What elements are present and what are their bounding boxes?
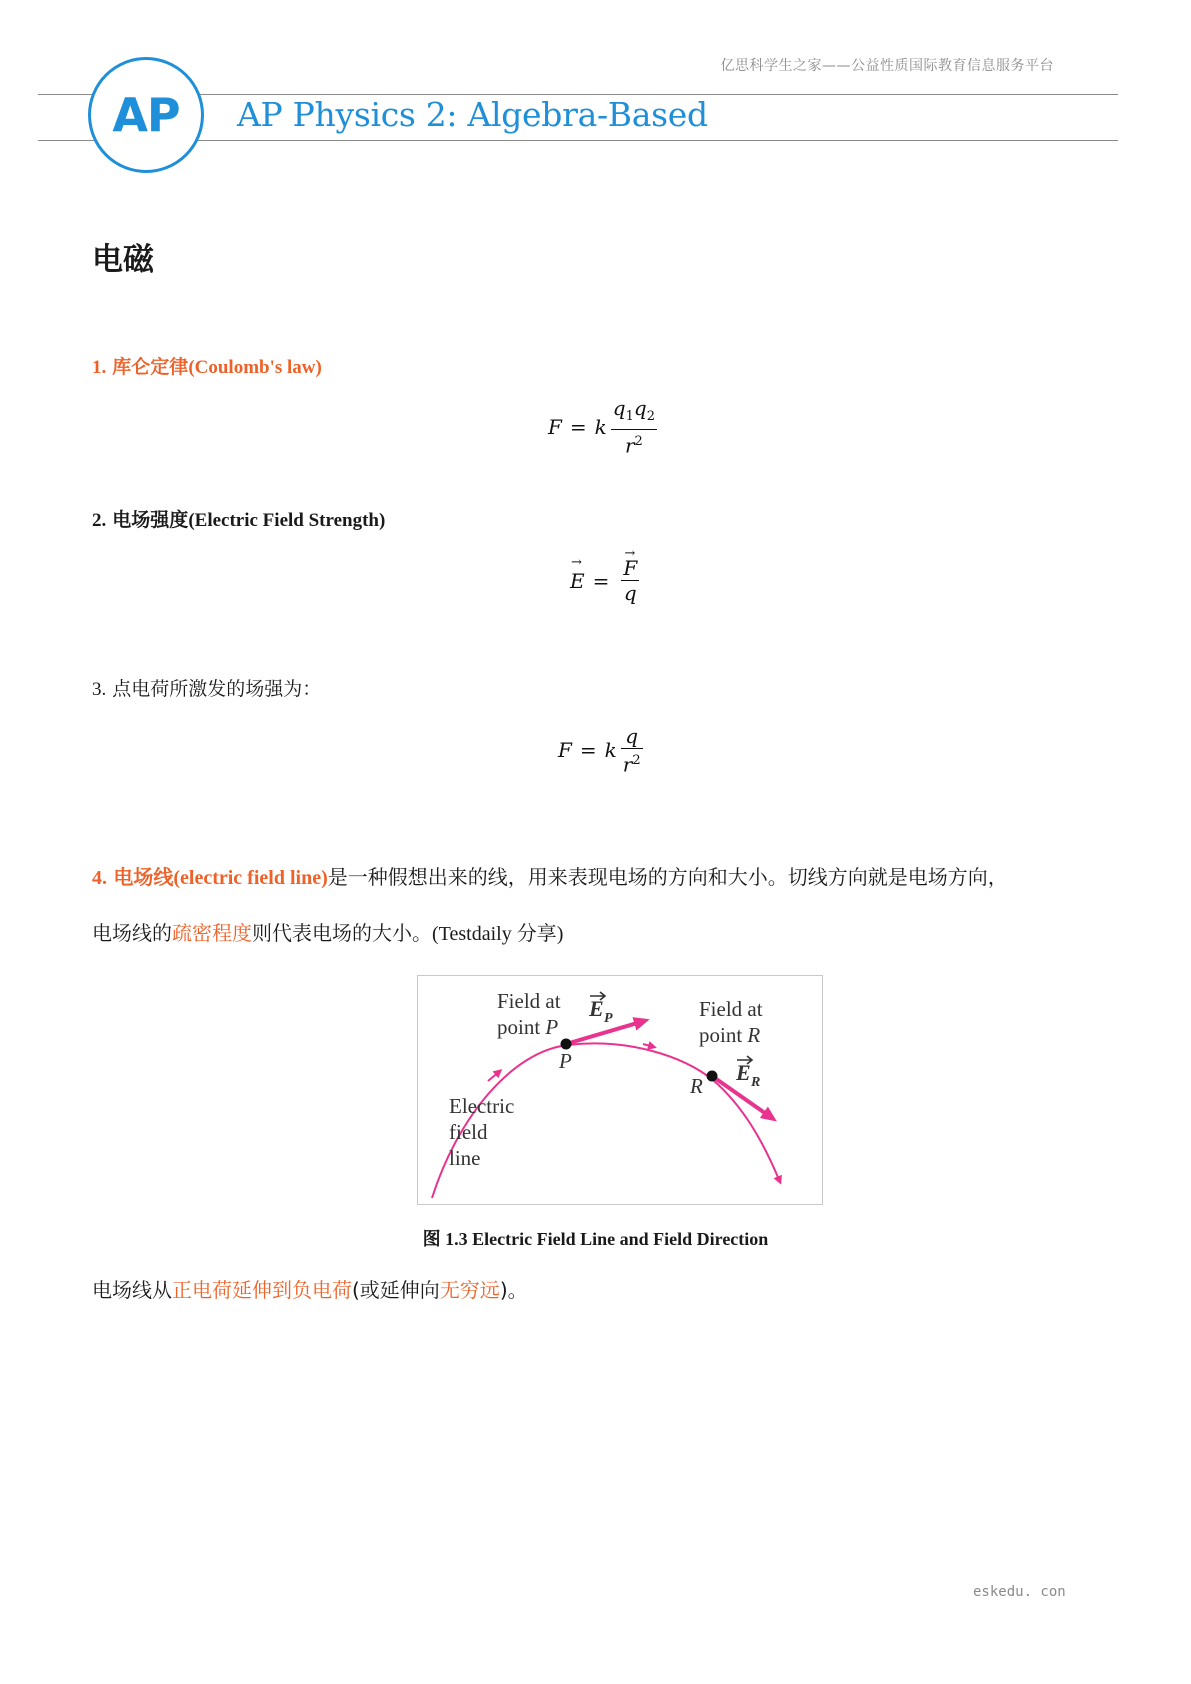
ap-logo <box>88 57 204 173</box>
electric-field-strength-heading <box>92 505 385 532</box>
vector-ep-subscript: P <box>604 1011 613 1026</box>
field-line-diagram <box>418 976 822 1204</box>
source-note: (Testdaily <box>432 923 517 945</box>
label-p-line2: point P <box>497 1015 559 1039</box>
direction-arrow-icon <box>643 1044 654 1047</box>
formula-coefficient: k <box>604 738 617 763</box>
header-rule-bottom <box>38 140 1118 141</box>
item-number: 4. <box>92 867 107 889</box>
coulomb-law-heading <box>92 352 322 379</box>
source-note-end: ) <box>556 923 564 945</box>
field-label: field <box>449 1120 488 1144</box>
equals-sign: = <box>569 414 587 439</box>
vector-er-label: E <box>736 1060 751 1085</box>
paragraph-text: 电场线从 <box>92 1278 172 1302</box>
coulomb-formula <box>548 396 657 458</box>
highlight-density: 疏密程度 <box>172 921 252 945</box>
label-p-line1: Field at <box>497 989 561 1013</box>
highlight-positive-to-negative: 正电荷延伸到负电荷 <box>172 1278 352 1302</box>
point-r-label: R <box>690 1074 703 1098</box>
equals-sign: = <box>592 568 610 593</box>
numerator: → F <box>621 556 639 580</box>
item-title-zh: 库仑定律 <box>112 356 189 378</box>
caption-zh: 图 <box>422 1229 441 1250</box>
item-title-en: (electric field line) <box>173 867 328 889</box>
field-strength-formula <box>570 556 639 605</box>
caption-en: 1.3 Electric Field Line and Field Direction <box>440 1229 769 1249</box>
item-title-zh: 电场强度 <box>112 509 189 531</box>
item-number: 2. <box>92 510 107 531</box>
point-r <box>707 1071 718 1082</box>
ap-logo-text: AP <box>112 88 180 142</box>
site-title: 亿思科学生之家——公益性质国际教育信息服务平台 <box>720 58 1054 74</box>
label-r-line2: point R <box>699 1023 761 1047</box>
item-title-en: (Coulomb's law) <box>188 357 322 378</box>
field-line-paragraph-2 <box>92 918 563 949</box>
denominator: q <box>623 581 637 605</box>
line-label: line <box>449 1146 481 1170</box>
item-title-zh: 点电荷所激发的场强为： <box>112 678 322 700</box>
section-title: 电磁 <box>92 242 154 278</box>
highlight-infinity: 无穷远 <box>439 1278 500 1302</box>
vector-ep-label: E <box>589 996 604 1021</box>
conclusion-paragraph <box>92 1275 528 1305</box>
field-line-figure <box>417 975 823 1205</box>
item-title-zh: 电场线 <box>113 865 174 889</box>
field-line-paragraph-1 <box>92 862 1008 893</box>
paragraph-text: (或延伸向 <box>352 1278 440 1302</box>
point-p <box>561 1039 572 1050</box>
footer-url: eskedu. con <box>973 1584 1066 1600</box>
source-note-zh: 分享 <box>516 921 557 945</box>
formula-lhs: → E <box>570 569 585 593</box>
item-number: 1. <box>92 357 107 378</box>
paragraph-text: 电场线的 <box>92 921 172 945</box>
paragraph-text: 则代表电场的大小。 <box>252 921 432 945</box>
equals-sign: = <box>579 738 597 763</box>
formula-coefficient: k <box>594 414 607 439</box>
item-title-en: (Electric Field Strength) <box>188 510 386 531</box>
figure-caption <box>0 1225 1191 1251</box>
electric-label: Electric <box>449 1094 515 1118</box>
formula-fraction <box>611 396 657 458</box>
numerator: $q_1q_2$ <box>612 396 655 424</box>
formula-lhs: F <box>548 414 562 439</box>
point-p-label: P <box>559 1049 572 1073</box>
formula-fraction <box>621 556 639 605</box>
point-charge-formula <box>558 724 643 777</box>
direction-arrow-icon <box>488 1071 500 1081</box>
denominator: $r^2$ <box>622 752 641 777</box>
course-title: AP Physics 2: Algebra-Based <box>237 95 708 134</box>
denominator: $r^2$ <box>624 433 643 458</box>
formula-lhs: F <box>558 738 572 763</box>
vector-er-subscript: R <box>751 1075 761 1090</box>
numerator: q <box>625 724 639 748</box>
paragraph-text: )。 <box>499 1278 528 1302</box>
paragraph-text: 是一种假想出来的线，用来表现电场的方向和大小。切线方向就是电场方向， <box>327 865 1008 889</box>
label-r-line1: Field at <box>699 997 763 1021</box>
point-charge-heading <box>92 674 321 701</box>
formula-fraction <box>621 724 643 777</box>
item-number: 3. <box>92 679 107 700</box>
